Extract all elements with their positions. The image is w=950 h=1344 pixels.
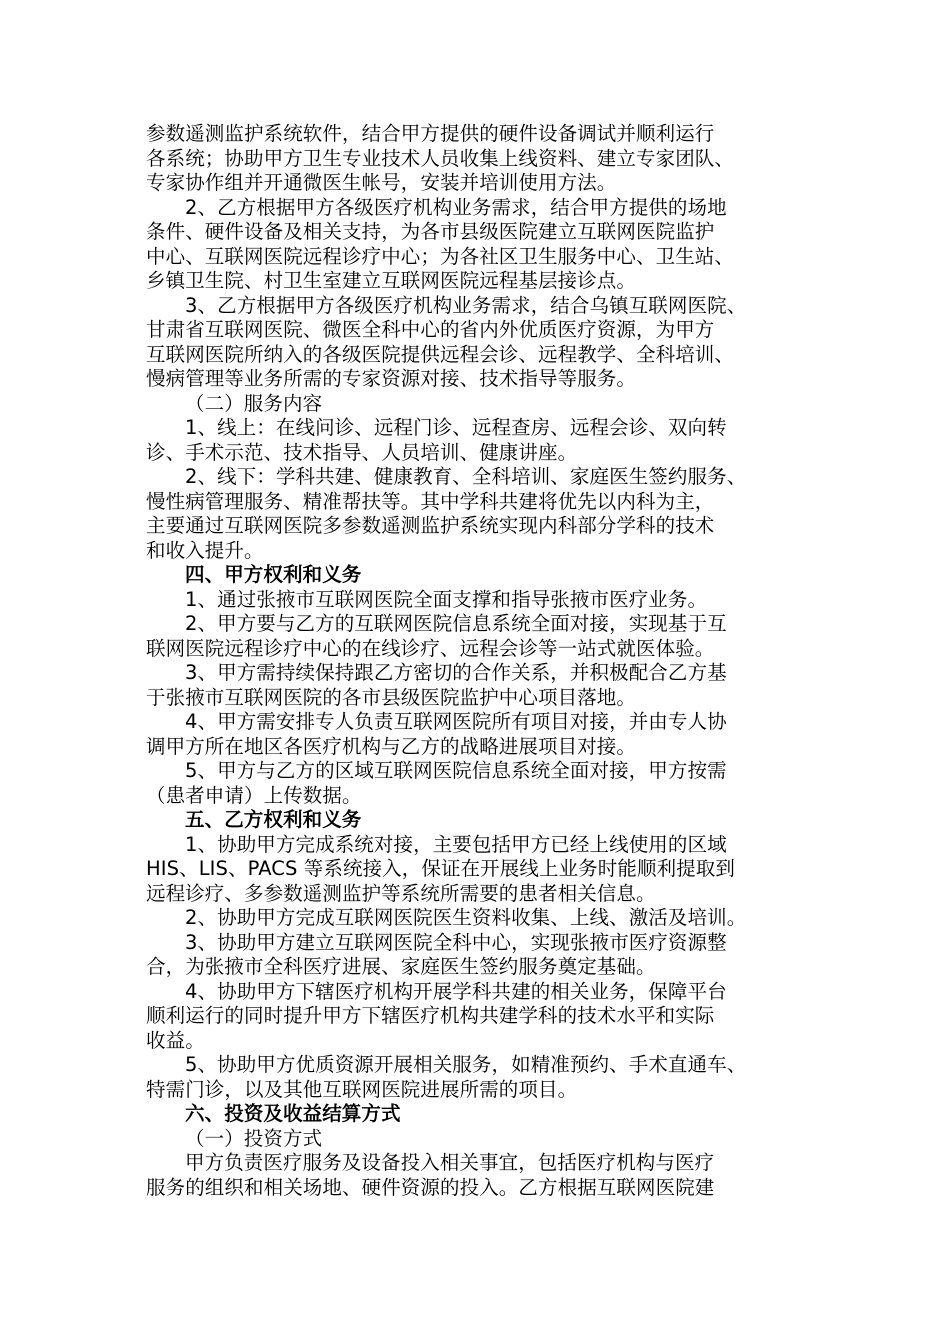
text-line: 服务的组织和相关场地、硬件资源的投入。乙方根据互联网医院建: [146, 1175, 715, 1199]
text-line: 联网医院远程诊疗中心的在线诊疗、远程会诊等一站式就医体验。: [146, 636, 715, 660]
text-line: 远程诊疗、多参数遥测监护等系统所需要的患者相关信息。: [146, 881, 656, 905]
paragraph-start: 5、甲方与乙方的区域互联网医院信息系统全面对接，甲方按需: [185, 759, 727, 782]
paragraph-start: 2、甲方要与乙方的互联网医院信息系统全面对接，实现基于互: [185, 612, 727, 635]
text-line: 顺利运行的同时提升甲方下辖医疗机构共建学科的技术水平和实际: [146, 1004, 715, 1027]
paragraph-start: 4、甲方需安排专人负责互联网医院所有项目对接，并由专人协: [185, 710, 727, 733]
text-line: 主要通过互联网医院多参数遥测监护系统实现内科部分学科的技术: [146, 514, 715, 537]
paragraph-start: 1、协助甲方完成系统对接，主要包括甲方已经上线使用的区域: [185, 832, 727, 856]
paragraph-start: 3、甲方需持续保持跟乙方密切的合作关系，并积极配合乙方基: [185, 661, 727, 684]
paragraph-start: 2、线下：学科共建、健康教育、全科培训、家庭医生签约服务、: [185, 465, 747, 488]
text-line: 慢性病管理服务、精准帮扶等。其中学科共建将优先以内科为主，: [146, 489, 715, 513]
paragraph-start: 2、乙方根据甲方各级医疗机构业务需求，结合甲方提供的场地: [185, 195, 727, 219]
paragraph-start: 甲方负责医疗服务及设备投入相关事宜，包括医疗机构与医疗: [185, 1151, 715, 1174]
text-line: 诊、手术示范、技术指导、人员培训、健康讲座。: [146, 440, 578, 464]
text-line: 参数遥测监护系统软件，结合甲方提供的硬件设备调试并顺利运行: [146, 122, 715, 145]
subsection-heading: （一）投资方式: [185, 1126, 323, 1150]
body-text: [146, 122, 822, 1200]
paragraph-start: 3、协助甲方建立互联网医院全科中心，实现张掖市医疗资源整: [185, 930, 727, 954]
text-line: 和收入提升。: [146, 538, 264, 562]
text-line: 慢病管理等业务所需的专家资源对接、技术指导等服务。: [146, 367, 637, 390]
text-line: 中心、互联网医院远程诊疗中心；为各社区卫生服务中心、卫生站、: [146, 244, 735, 268]
text-line: （患者申请）上传数据。: [146, 783, 362, 807]
paragraph-start: 5、协助甲方优质资源开展相关服务，如精准预约、手术直通车、: [185, 1053, 747, 1076]
text-line: 收益。: [146, 1028, 205, 1052]
paragraph-start: 1、通过张掖市互联网医院全面支撑和指导张掖市医疗业务。: [185, 587, 708, 611]
paragraph-start: 4、协助甲方下辖医疗机构开展学科共建的相关业务，保障平台: [185, 979, 727, 1003]
text-line: 于张掖市互联网医院的各市县级医院监护中心项目落地。: [146, 685, 637, 709]
section-heading: 六、投资及收益结算方式: [185, 1102, 401, 1125]
section-heading: 四、甲方权利和义务: [185, 563, 362, 586]
paragraph-start: 1、线上：在线问诊、远程门诊、远程查房、远程会诊、双向转: [185, 416, 727, 439]
text-line: 各系统；协助甲方卫生专业技术人员收集上线资料、建立专家团队、: [146, 146, 735, 170]
paragraph-start: 3、乙方根据甲方各级医疗机构业务需求，结合乌镇互联网医院、: [185, 293, 747, 317]
text-line: 乡镇卫生院、村卫生室建立互联网医院远程基层接诊点。: [146, 269, 637, 292]
text-line: 专家协作组并开通微医生帐号，安装并培训使用方法。: [146, 171, 617, 194]
text-line: HIS、LIS、PACS 等系统接入，保证在开展线上业务时能顺利提取到: [146, 857, 735, 880]
subsection-heading: （二）服务内容: [185, 391, 323, 415]
text-line: 调甲方所在地区各医疗机构与乙方的战略进展项目对接。: [146, 734, 637, 758]
text-line: 甘肃省互联网医院、微医全科中心的省内外优质医疗资源，为甲方: [146, 318, 715, 341]
text-line: 合，为张掖市全科医疗进展、家庭医生签约服务奠定基础。: [146, 955, 656, 978]
section-heading: 五、乙方权利和义务: [185, 808, 362, 831]
text-line: 条件、硬件设备及相关支持，为各市县级医院建立互联网医院监护: [146, 220, 715, 243]
paragraph-start: 2、协助甲方完成互联网医院医生资料收集、上线、激活及培训。: [185, 906, 747, 929]
text-line: 互联网医院所纳入的各级医院提供远程会诊、远程教学、全科培训、: [146, 342, 735, 366]
text-line: 特需门诊，以及其他互联网医院进展所需的项目。: [146, 1077, 578, 1101]
